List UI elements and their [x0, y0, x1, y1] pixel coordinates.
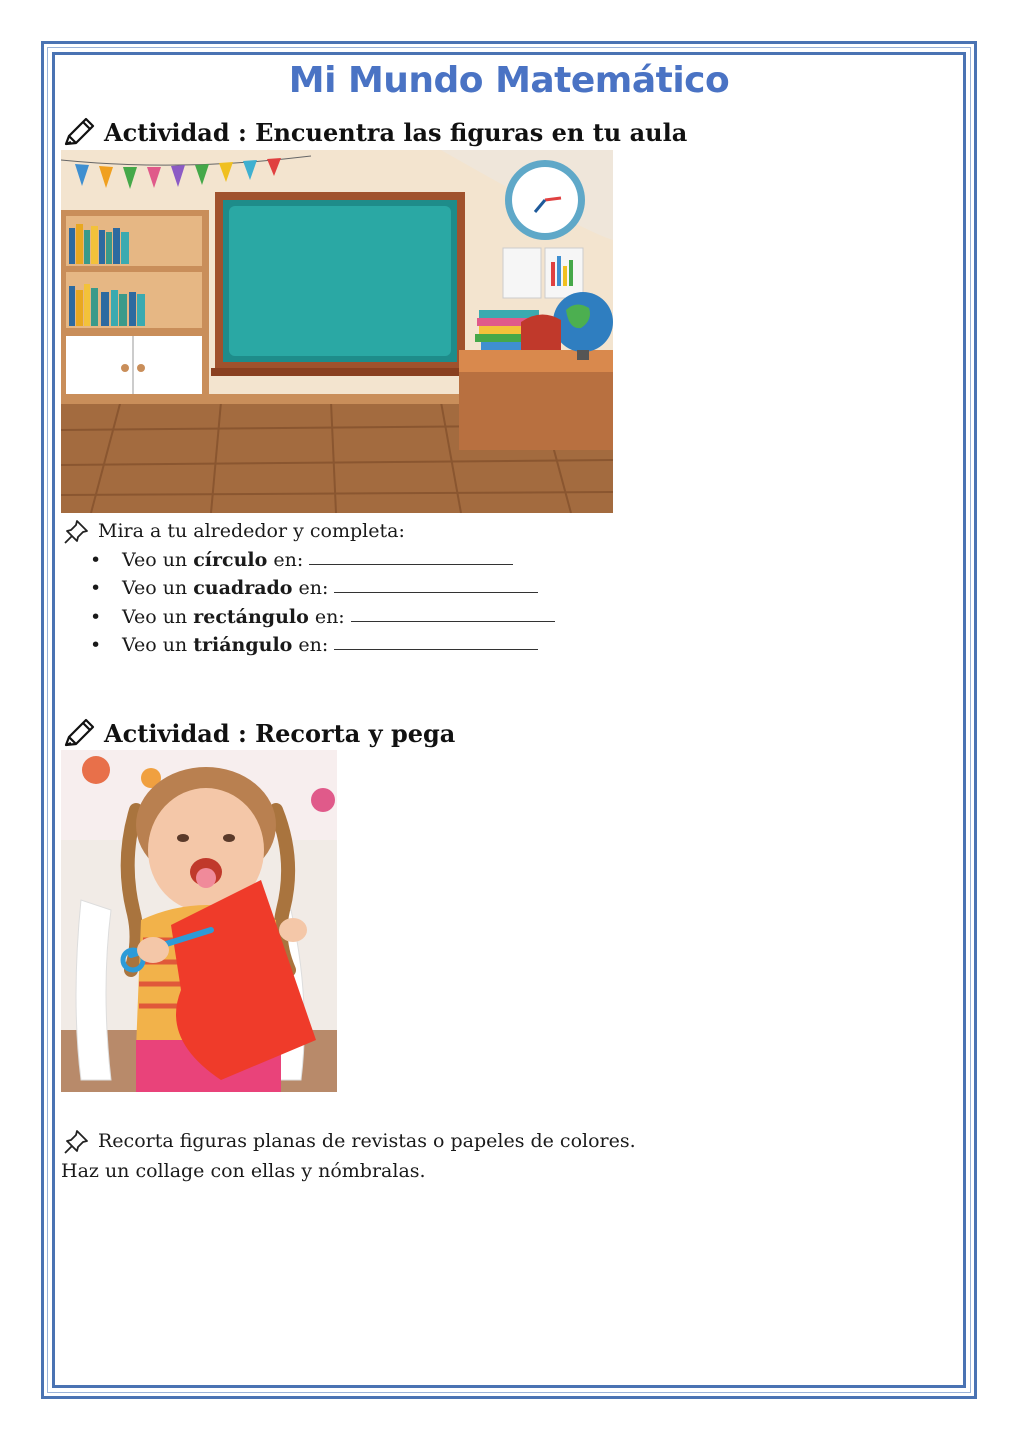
classroom-illustration	[61, 150, 613, 513]
bullet: •	[90, 633, 102, 656]
list-item-suffix: en:	[292, 577, 329, 600]
activity2-instruction	[62, 1128, 636, 1154]
list-item-shape: círculo	[193, 549, 268, 571]
list-item-prefix: Veo un	[122, 633, 194, 656]
list-item-shape: cuadrado	[193, 577, 293, 600]
list-item-prefix: Veo un	[122, 577, 194, 600]
list-item-prefix: Veo un	[122, 549, 194, 571]
activity1-instruction	[62, 518, 405, 544]
list-item	[90, 631, 555, 659]
list-item	[90, 574, 555, 602]
bullet: •	[90, 577, 102, 600]
answer-blank[interactable]	[334, 631, 538, 650]
list-item	[90, 546, 555, 574]
answer-blank[interactable]	[309, 546, 513, 565]
list-item-prefix: Veo un	[122, 605, 194, 628]
list-item-shape: rectángulo	[193, 605, 309, 628]
child-cutting-paper-photo	[61, 750, 337, 1092]
bullet: •	[90, 549, 102, 571]
answer-blank[interactable]	[334, 574, 538, 593]
activity1-heading-text: Actividad : Encuentra las figuras en tu aula	[104, 117, 688, 147]
pencil-icon	[62, 116, 96, 148]
list-item-suffix: en:	[267, 549, 304, 571]
activity2-heading-text: Actividad : Recorta y pega	[104, 718, 456, 748]
list-item-shape: triángulo	[193, 633, 293, 656]
shape-list	[90, 546, 555, 659]
activity2-instruction-line2: Haz un collage con ellas y nómbralas.	[61, 1160, 426, 1182]
pushpin-icon	[62, 1128, 90, 1154]
activity1-heading	[62, 116, 687, 148]
pushpin-icon	[62, 518, 90, 544]
list-item	[90, 603, 555, 631]
bullet: •	[90, 605, 102, 628]
list-item-suffix: en:	[292, 633, 329, 656]
list-item-suffix: en:	[308, 605, 345, 628]
activity2-instruction-line1: Recorta figuras planas de revistas o papeles de colores.	[98, 1130, 636, 1152]
activity1-instruction-text: Mira a tu alrededor y completa:	[98, 520, 405, 542]
answer-blank[interactable]	[351, 603, 555, 622]
activity2-heading	[62, 717, 455, 749]
page-title: Mi Mundo Matemático	[288, 60, 730, 101]
pencil-icon	[62, 717, 96, 749]
